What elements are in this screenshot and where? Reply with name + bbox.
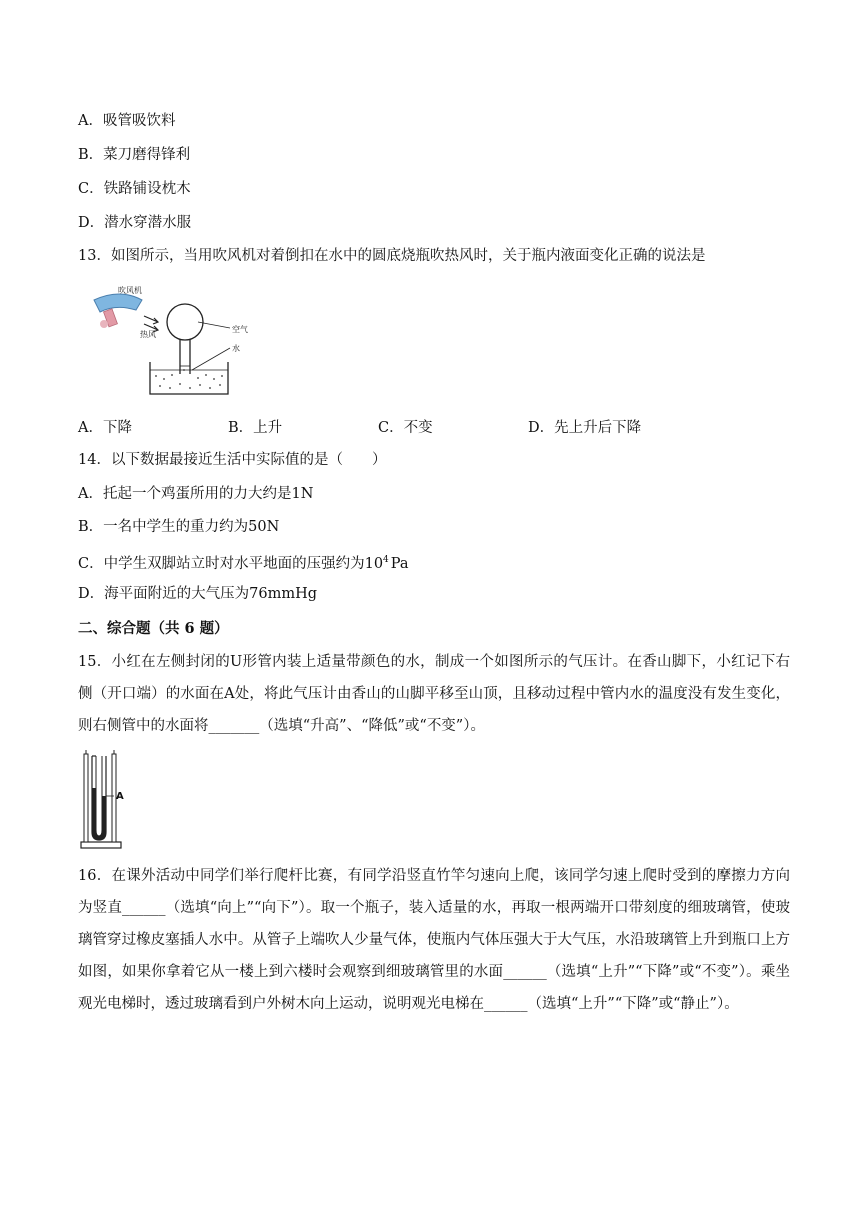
q14-stem: 14．以下数据最接近生活中实际值的是（ ）: [78, 452, 387, 468]
q15-label-a: A: [116, 791, 124, 802]
q14-option-c-exponent: 4: [383, 555, 389, 565]
q12-option-d: D．潜水穿潜水服: [78, 215, 192, 231]
q12-option-c: C．铁路铺设枕木: [78, 181, 191, 197]
q13-option-c: C．不变: [378, 420, 433, 436]
q14-option-c-unit: Pa: [390, 555, 409, 572]
q14-option-d: D．海平面附近的大气压为76mmHg: [78, 586, 318, 602]
q12-option-b: B．菜刀磨得锋利: [78, 147, 191, 163]
q13-options-row: [78, 416, 790, 436]
q13-label-blower: 吹风机: [118, 286, 142, 295]
q16-text: 16．在课外活动中同学们举行爬杆比赛，有同学沿竖直竹竿匀速向上爬，该同学匀速上爬时受到的摩擦力方向为竖直______（选填“向上”“向下”）。取一个瓶子，装入适量的水，再取一根两端开口带刻度的细玻璃管，使玻璃管穿过橡皮塞插人水中。从管子上端吹人少量气体，使瓶内气体压强大于大气压，水沿玻璃管上升到瓶口上方如图，如果你拿着它从一楼上到六楼时会观察到细玻璃管里的水面______（选填“上升”“下降”或“不变”）。乘坐观光电梯时，透过玻璃看到户外树木向上运动，说明观光电梯在______（选填“上升”“下降”或“静止”）。: [78, 868, 790, 1012]
q14-option-c-text: C．中学生双脚站立时对水平地面的压强约为10: [78, 555, 384, 572]
section-title: 二、综合题（共 6 题）: [78, 620, 229, 637]
q12-option-a: A．吸管吸饮料: [78, 113, 176, 129]
q15-figure-u-tube-barometer: [78, 750, 138, 854]
q14-option-a: A．托起一个鸡蛋所用的力大约是1N: [78, 486, 314, 502]
q13-label-hot-air: 热风: [140, 330, 156, 339]
q15-text: 15．小红在左侧封闭的U形管内装上适量带颜色的水，制成一个如图所示的气压计。在香山脚下，小红记下右侧（开口端）的水面在A处，将此气压计由香山的山脚平移至山顶，且移动过程中管内水的温度没有发生变化，则右侧管中的水面将_______（选填“升高”、“降低”或“不变”）。: [78, 654, 790, 734]
q13-stem: 13．如图所示，当用吹风机对着倒扣在水中的圆底烧瓶吹热风时，关于瓶内液面变化正确的说法是: [78, 248, 706, 264]
q14-option-c: [78, 550, 409, 574]
q13-option-d: D．先上升后下降: [528, 420, 642, 436]
q14-option-b: B．一名中学生的重力约为50N: [78, 519, 280, 535]
q13-label-air: 空气: [232, 325, 248, 334]
q13-option-a: A．下降: [78, 420, 132, 436]
q13-option-b: B．上升: [228, 420, 283, 436]
q13-figure-hair-dryer-flask: [80, 282, 270, 402]
q13-label-water: 水: [232, 344, 240, 353]
